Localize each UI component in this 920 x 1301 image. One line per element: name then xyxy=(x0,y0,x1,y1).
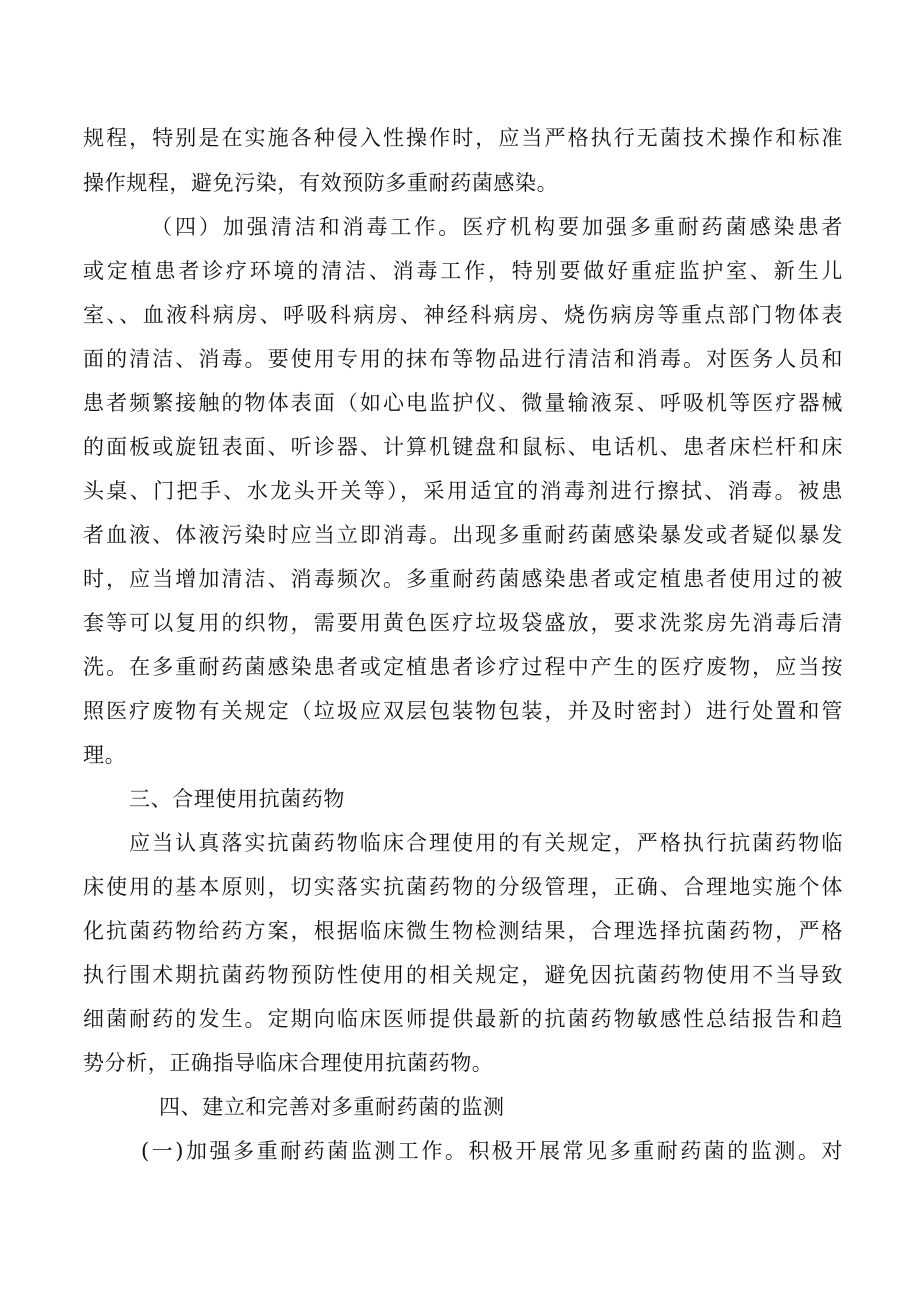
paragraph-line: 者血液、体液污染时应当立即消毒。出现多重耐药菌感染暴发或者疑似暴发 xyxy=(83,523,843,547)
section-heading-three: 三、合理使用抗菌药物 xyxy=(129,787,345,811)
paragraph-line: 的面板或旋钮表面、听诊器、计算机键盘和鼠标、电话机、患者床栏杆和床 xyxy=(83,435,843,459)
paragraph-line: 头桌、门把手、水龙头开关等），采用适宜的消毒剂进行擦拭、消毒。被患 xyxy=(83,479,843,503)
paragraph-line: 时，应当增加清洁、消毒频次。多重耐药菌感染患者或定植患者使用过的被 xyxy=(83,567,843,591)
paragraph-line: 执行围术期抗菌药物预防性使用的相关规定，避免因抗菌药物使用不当导致 xyxy=(83,963,843,987)
paragraph-line: 操作规程，避免污染，有效预防多重耐药菌感染。 xyxy=(83,171,559,195)
paragraph-line: 套等可以复用的织物，需要用黄色医疗垃圾袋盛放，要求洗浆房先消毒后清 xyxy=(83,611,843,635)
paragraph-line: 细菌耐药的发生。定期向临床医师提供最新的抗菌药物敏感性总结报告和趋 xyxy=(83,1007,843,1031)
paragraph-line: 规程，特别是在实施各种侵入性操作时，应当严格执行无菌技术操作和标准 xyxy=(83,126,843,150)
paragraph-line: 洗。在多重耐药菌感染患者或定植患者诊疗过程中产生的医疗废物，应当按 xyxy=(83,655,843,679)
paragraph-line: 或定植患者诊疗环境的清洁、消毒工作，特别要做好重症监护室、新生儿 xyxy=(83,259,843,283)
paragraph-line: 势分析，正确指导临床合理使用抗菌药物。 xyxy=(83,1051,494,1075)
section-heading-four-main: 四、建立和完善对多重耐药菌的监测 xyxy=(159,1095,505,1119)
paragraph-line: 室、、血液科病房、呼吸科病房、神经科病房、烧伤病房等重点部门物体表 xyxy=(83,303,843,327)
paragraph-line: 应当认真落实抗菌药物临床合理使用的有关规定，严格执行抗菌药物临 xyxy=(129,831,843,855)
paragraph-line: 照医疗废物有关规定（垃圾应双层包装物包装，并及时密封）进行处置和管 xyxy=(83,699,843,723)
paragraph-line: 理。 xyxy=(83,743,127,767)
paragraph-line: 面的清洁、消毒。要使用专用的抹布等物品进行清洁和消毒。对医务人员和 xyxy=(83,347,843,371)
paragraph-line: 化抗菌药物给药方案，根据临床微生物检测结果，合理选择抗菌药物，严格 xyxy=(83,919,843,943)
section-heading-four: （四）加强清洁和消毒工作。医疗机构要加强多重耐药菌感染患者 xyxy=(151,215,843,239)
paragraph-line: 床使用的基本原则，切实落实抗菌药物的分级管理，正确、合理地实施个体 xyxy=(83,875,843,899)
paragraph-line: 患者频繁接触的物体表面（如心电监护仪、微量输液泵、呼吸机等医疗器械 xyxy=(83,391,843,415)
paragraph-line: (一)加强多重耐药菌监测工作。积极开展常见多重耐药菌的监测。对 xyxy=(141,1139,843,1163)
